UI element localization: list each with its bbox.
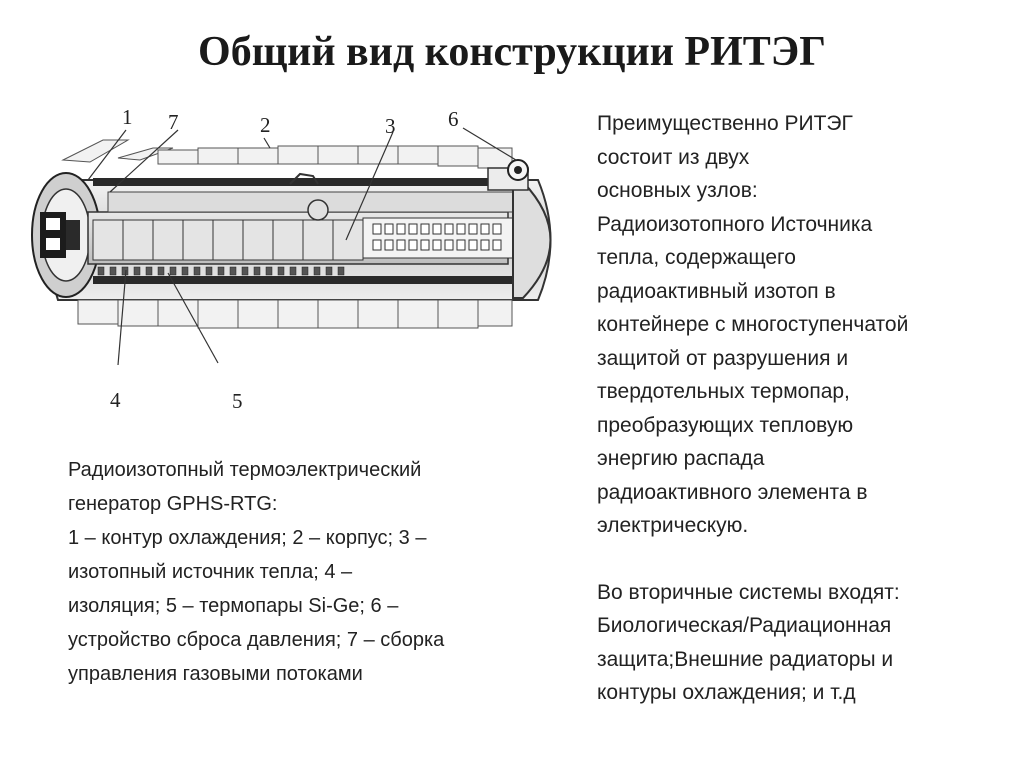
description-line: твердотельных термопар, [597,380,850,403]
thermocouple-row [98,267,344,275]
caption-line: устройство сброса давления; 7 – сборка [68,629,445,651]
outer-band-bottom [93,276,523,284]
callout-2: 2 [260,113,271,137]
description-line: тепла, содержащего [597,246,796,269]
secondary-line: защита;Внешние радиаторы и [597,647,894,671]
outer-band-top [93,178,523,186]
rtg-cutaway-diagram [18,100,578,420]
paragraph-gap [597,543,1017,576]
callout-7: 7 [168,110,179,134]
callout-6: 6 [448,107,459,131]
description-line: преобразующих тепловую [597,413,854,437]
radiator-fins-bottom [78,300,512,328]
slide-title: Общий вид конструкции РИТЭГ [198,29,826,75]
diagram-caption [68,453,568,691]
description-line: защитой от разрушения и [597,346,849,370]
secondary-line: контуры охлаждения; и т.д [597,681,856,704]
secondary-line: Биологическая/Радиационная [597,614,892,637]
description-line: контейнере с многоступенчатой [597,313,909,336]
description-line: Радиоизотопного Источника [597,212,873,236]
caption-line: управления газовыми потоками [68,663,363,685]
description-line: радиоактивного элемента в [597,480,868,504]
description-line: радиоактивный изотоп в [597,279,836,303]
caption-line: 1 – контур охлаждения; 2 – корпус; 3 – [68,527,427,549]
secondary-line: Во вторичные системы входят: [597,580,900,604]
callout-4: 4 [110,388,121,412]
callout-5: 5 [232,389,243,413]
description-text [597,107,1017,710]
caption-line: изоляция; 5 – термопары Si-Ge; 6 – [68,595,399,617]
caption-line: изотопный источник тепла; 4 – [68,561,353,583]
callout-1: 1 [122,105,133,129]
description-line: энергию распада [597,447,765,470]
caption-line: Радиоизотопный термоэлектрический [68,459,422,481]
description-line: основных узлов: [597,179,758,202]
caption-line: генератор GPHS-RTG: [68,493,278,515]
description-line: состоит из двух [597,145,750,169]
callout-3: 3 [385,114,396,138]
description-line: электрическую. [597,514,749,537]
heat-source-modules [93,220,363,260]
description-line: Преимущественно РИТЭГ [597,112,853,135]
radiator-fins-top [63,140,512,168]
